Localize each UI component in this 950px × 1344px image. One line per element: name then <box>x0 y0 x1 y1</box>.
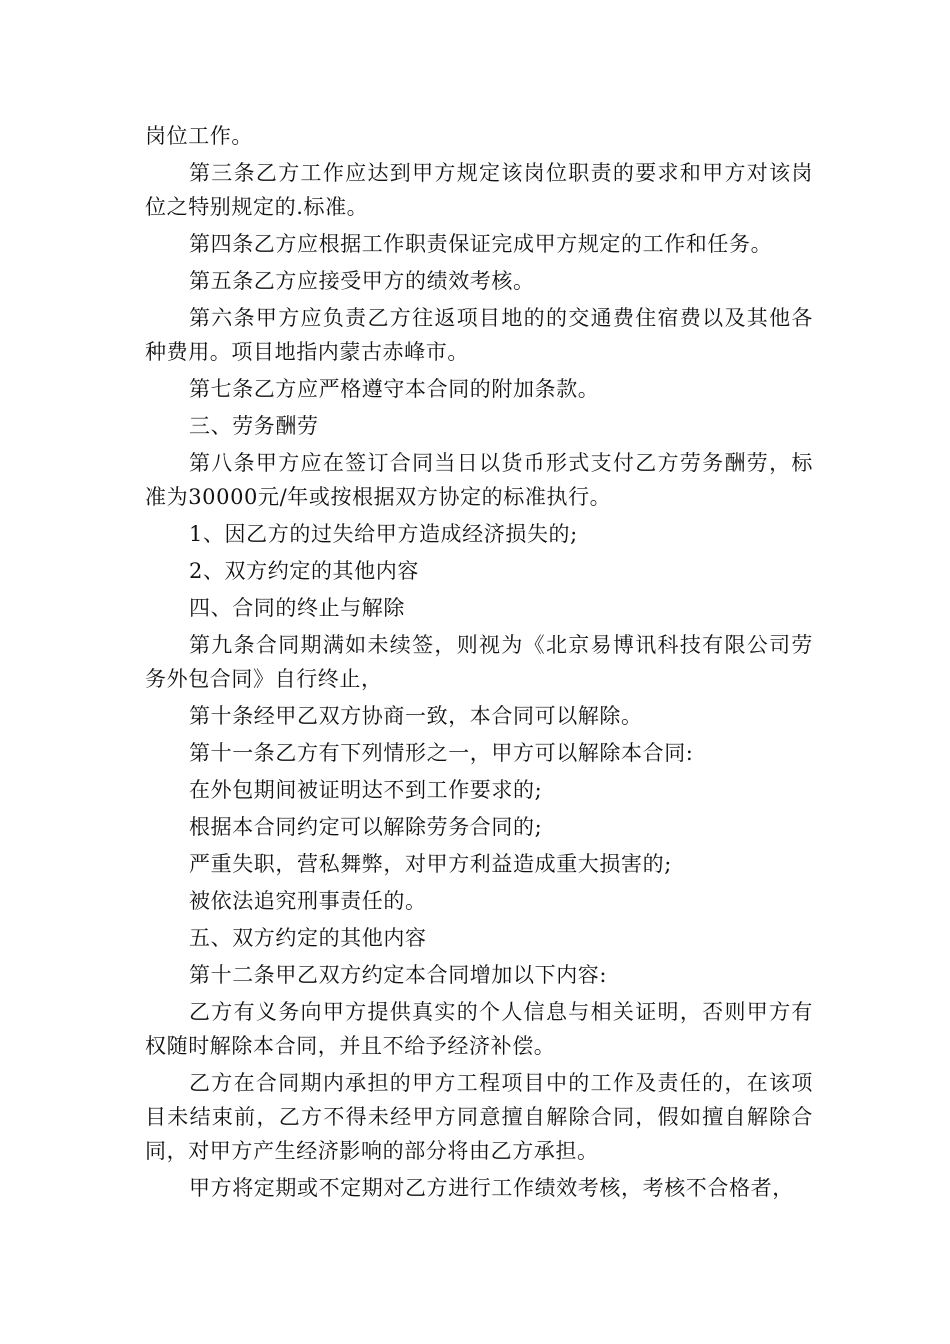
paragraph: 第六条甲方应负责乙方往返项目地的的交通费住宿费以及其他各种费用。项目地指内蒙古赤峰市。 <box>145 306 813 364</box>
paragraph: 第九条合同期满如未续签，则视为《北京易博讯科技有限公司劳务外包合同》自行终止， <box>145 633 813 691</box>
paragraph: 第十二条甲乙双方约定本合同增加以下内容: <box>189 963 608 987</box>
paragraph: 第十一条乙方有下列情形之一，甲方可以解除本合同: <box>189 741 694 765</box>
paragraph: 五、双方约定的其他内容 <box>189 926 427 950</box>
paragraph: 乙方在合同期内承担的甲方工程项目中的工作及责任的，在该项目未结束前，乙方不得未经甲方同意擅自解除合同，假如擅自解除合同，对甲方产生经济影响的部分将由乙方承担。 <box>145 1071 813 1163</box>
paragraph: 严重失职，营私舞弊，对甲方利益造成重大损害的; <box>189 852 672 876</box>
paragraph: 在外包期间被证明达不到工作要求的; <box>189 778 543 802</box>
paragraph: 第四条乙方应根据工作职责保证完成甲方规定的工作和任务。 <box>189 232 773 256</box>
paragraph: 第十条经甲乙双方协商一致，本合同可以解除。 <box>189 704 643 728</box>
paragraph: 1、因乙方的过失给甲方造成经济损失的; <box>189 522 578 546</box>
paragraph: 根据本合同约定可以解除劳务合同的; <box>189 815 543 839</box>
document-body <box>145 119 813 1208</box>
paragraph: 四、合同的终止与解除 <box>189 596 405 620</box>
paragraph: 2、双方约定的其他内容 <box>189 559 419 583</box>
paragraph: 岗位工作。 <box>145 124 253 148</box>
paragraph: 第三条乙方工作应达到甲方规定该岗位职责的要求和甲方对该岗位之特别规定的.标准。 <box>145 161 813 219</box>
paragraph: 三、劳务酬劳 <box>189 414 319 438</box>
paragraph: 第五条乙方应接受甲方的绩效考核。 <box>189 269 535 293</box>
paragraph: 第八条甲方应在签订合同当日以货币形式支付乙方劳务酬劳，标准为30000元/年或按根据双方协定的标准执行。 <box>145 451 813 509</box>
paragraph: 甲方将定期或不定期对乙方进行工作绩效考核，考核不合格者， <box>189 1176 794 1200</box>
paragraph: 乙方有义务向甲方提供真实的个人信息与相关证明，否则甲方有权随时解除本合同，并且不给予经济补偿。 <box>145 1000 813 1058</box>
paragraph: 被依法追究刑事责任的。 <box>189 889 427 913</box>
paragraph: 第七条乙方应严格遵守本合同的附加条款。 <box>189 377 600 401</box>
